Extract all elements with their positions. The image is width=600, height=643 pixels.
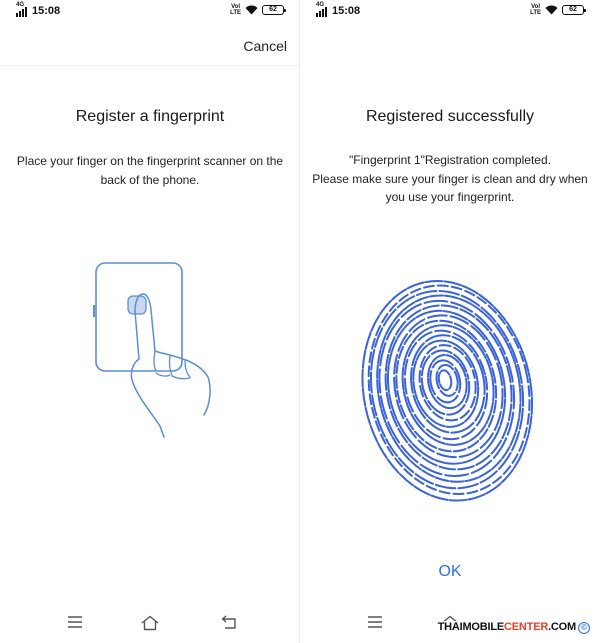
battery-level: 62 — [269, 6, 277, 13]
battery-level: 62 — [569, 6, 577, 13]
home-button[interactable] — [135, 613, 165, 637]
status-time: 15:08 — [332, 5, 361, 17]
watermark-part-3: .COM — [548, 621, 576, 633]
status-time: 15:08 — [32, 5, 61, 17]
back-button[interactable] — [214, 613, 244, 637]
success-message — [308, 151, 592, 207]
menu-button[interactable] — [360, 613, 390, 637]
watermark-part-2: CENTER — [504, 621, 549, 633]
battery-icon — [562, 5, 584, 15]
volte-top: Vol — [231, 4, 240, 10]
page-title: Register a fingerprint — [75, 108, 225, 125]
registration-success-screen — [300, 0, 600, 643]
network-type: 4G — [16, 2, 25, 8]
copyright-icon: © — [578, 622, 590, 634]
instruction-text: Place your finger on the fingerprint scanner on the back of the phone. — [16, 154, 284, 187]
status-bar — [300, 4, 600, 22]
cancel-button[interactable]: Cancel — [243, 38, 287, 54]
signal-icon — [316, 2, 327, 17]
top-bar — [0, 24, 300, 66]
success-message-line-2: Please make sure your finger is clean and dry when you use your fingerprint. — [312, 171, 588, 204]
volte-top: Vol — [531, 4, 540, 10]
watermark-part-1: THAIMOBILE — [437, 621, 505, 633]
menu-button[interactable] — [60, 613, 90, 637]
navigation-bar — [0, 613, 300, 637]
menu-icon — [67, 615, 83, 629]
status-bar — [0, 4, 300, 22]
volte-bottom: LTE — [230, 10, 241, 16]
ok-button[interactable]: OK — [438, 563, 462, 580]
wifi-icon — [545, 5, 558, 15]
signal-icon — [16, 2, 27, 17]
volte-indicator — [230, 4, 241, 16]
watermark — [436, 621, 592, 634]
back-icon — [221, 615, 237, 629]
home-icon — [140, 615, 160, 631]
wifi-icon — [245, 5, 258, 15]
volte-bottom: LTE — [530, 10, 541, 16]
page-title: Registered successfully — [365, 108, 535, 125]
volte-indicator — [530, 4, 541, 16]
fingerprint-icon — [360, 268, 536, 504]
network-type: 4G — [316, 2, 325, 8]
menu-icon — [367, 615, 383, 629]
battery-icon — [262, 5, 284, 15]
success-message-line-1: "Fingerprint 1"Registration completed. — [349, 153, 551, 167]
finger-on-phone-illustration — [80, 255, 220, 440]
